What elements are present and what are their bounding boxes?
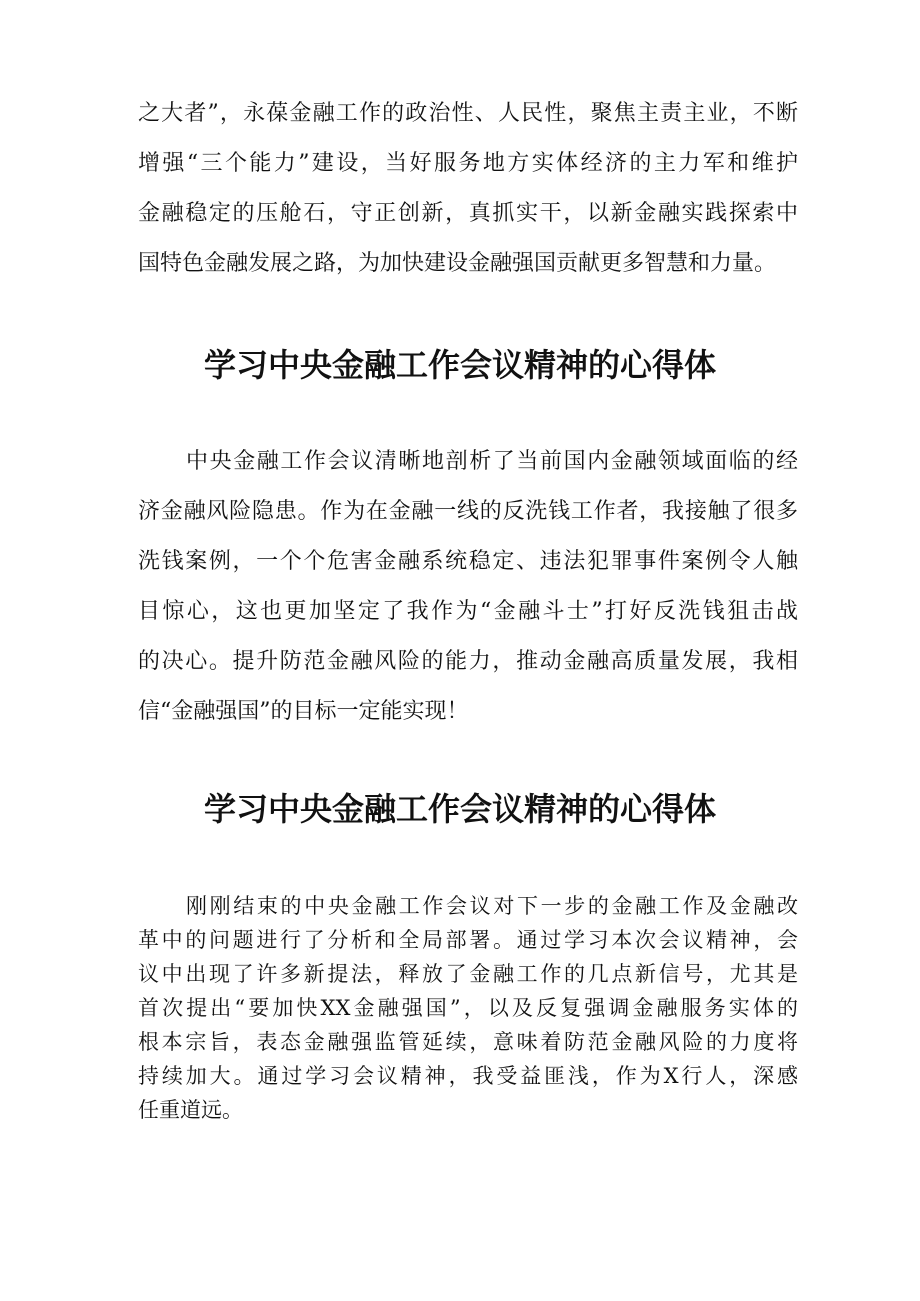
paragraph-line: 目惊心，这也更加坚定了我作为“金融斗士”打好反洗钱狙击战 xyxy=(138,599,798,624)
paragraph-line: 之大者”，永葆金融工作的政治性、人民性，聚焦主责主业，不断 xyxy=(138,101,798,126)
paragraph-line: 国特色金融发展之路，为加快建设金融强国贡献更多智慧和力量。 xyxy=(138,251,777,276)
paragraph-line: 持续加大。通过学习会议精神，我受益匪浅，作为X行人，深感 xyxy=(138,1064,798,1088)
paragraph-line: 的决心。提升防范金融风险的能力，推动金融高质量发展，我相 xyxy=(138,649,798,674)
paragraph-line: 革中的问题进行了分析和全局部署。通过学习本次会议精神，会 xyxy=(138,928,798,952)
paragraph-line: 信“金融强国”的目标一定能实现！ xyxy=(138,699,469,724)
paragraph-line: 根本宗旨，表态金融强监管延续，意味着防范金融风险的力度将 xyxy=(138,1030,798,1054)
paragraph-line: 议中出现了许多新提法，释放了金融工作的几点新信号，尤其是 xyxy=(138,962,798,986)
paragraph-line: 增强“三个能力”建设，当好服务地方实体经济的主力军和维护 xyxy=(138,151,798,176)
paragraph-line: 刚刚结束的中央金融工作会议对下一步的金融工作及金融改 xyxy=(186,894,798,918)
paragraph-line: 中央金融工作会议清晰地剖析了当前国内金融领域面临的经 xyxy=(186,449,798,474)
paragraph-line: 任重道远。 xyxy=(138,1098,243,1122)
section-2-heading: 学习中央金融工作会议精神的心得体 xyxy=(203,346,716,384)
section-3-heading: 学习中央金融工作会议精神的心得体 xyxy=(203,790,716,828)
paragraph-line: 首次提出“要加快XX金融强国”，以及反复强调金融服务实体的 xyxy=(138,996,798,1020)
paragraph-line: 洗钱案例，一个个危害金融系统稳定、违法犯罪事件案例令人触 xyxy=(138,549,798,574)
paragraph-line: 金融稳定的压舱石，守正创新，真抓实干，以新金融实践探索中 xyxy=(138,201,798,226)
paragraph-line: 济金融风险隐患。作为在金融一线的反洗钱工作者，我接触了很多 xyxy=(138,499,798,524)
